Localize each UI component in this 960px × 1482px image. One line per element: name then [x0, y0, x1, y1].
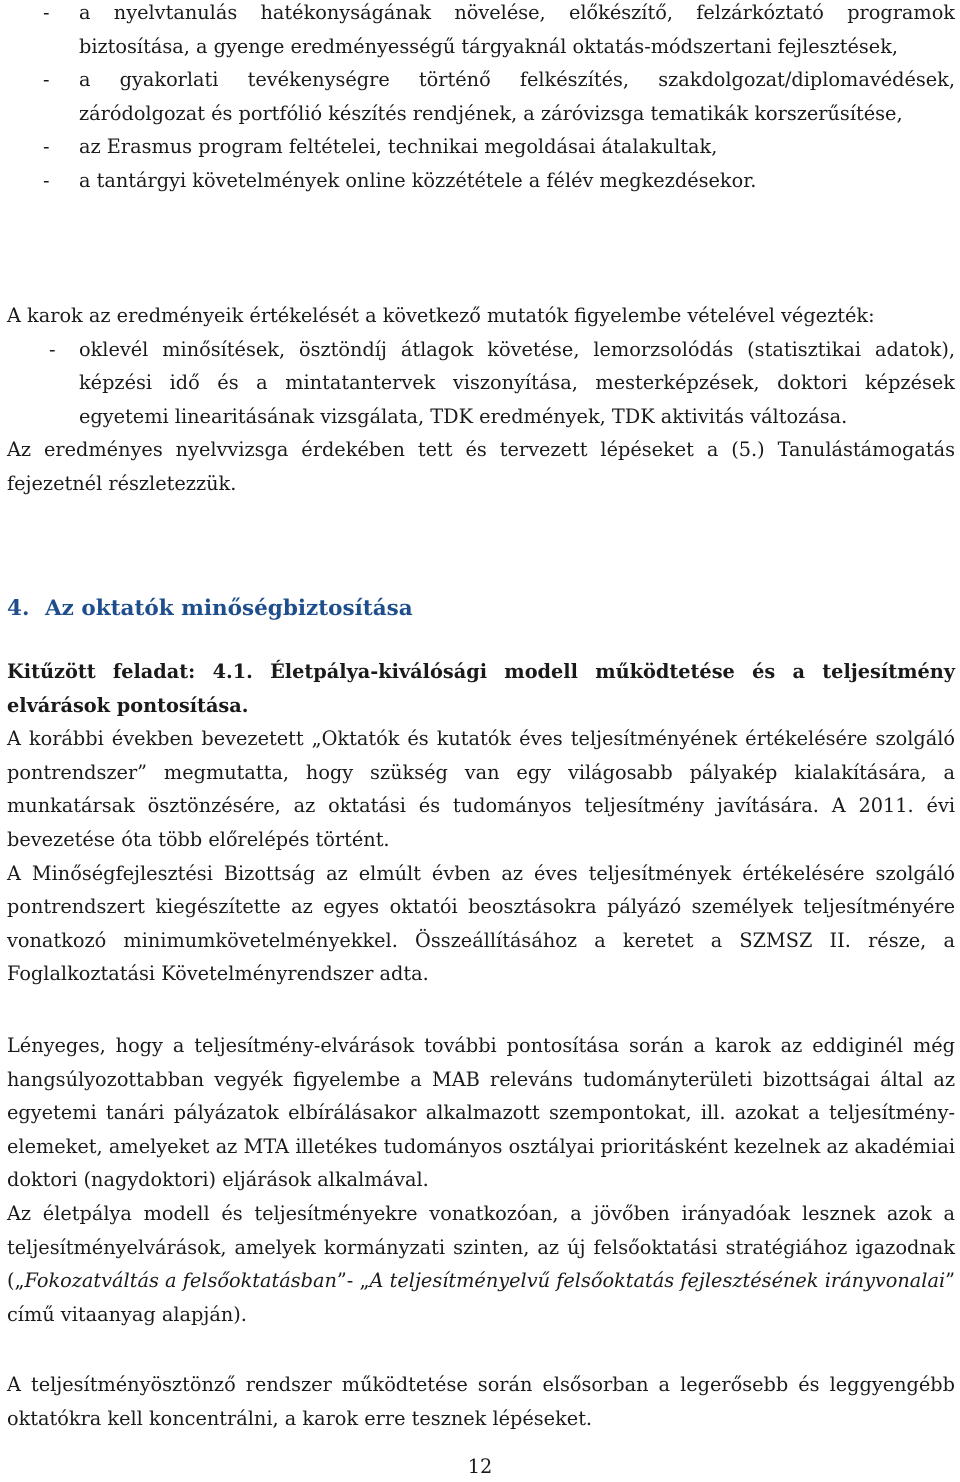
list-dash: - — [43, 135, 50, 159]
quoted-title: Fokozatváltás a felsőoktatásban — [24, 1269, 337, 1293]
paragraph-text: ” című vitaanyag alapján). — [7, 1269, 955, 1326]
list-item — [7, 63, 955, 130]
paragraph: A Minőségfejlesztési Bizottság az elmúlt évben az éves teljesítmények értékelésére szolgáló pontrendszert kiegészítette az egyes oktatói beosztásokra pályázó személyek teljesítményére vonatkozó minimumkövetelményekkel. Összeállításához a keretet a SZMSZ II. része, a Foglalkoztatási Követelményrendszer adta. — [7, 861, 955, 986]
paragraph-text: ”- „ — [336, 1269, 370, 1293]
list-item-text: a tantárgyi követelmények online közzététele a félév megkezdésekor. — [79, 168, 757, 192]
karok-block — [7, 299, 955, 501]
karok-intro: A karok az eredményeik értékelését a következő mutatók figyelembe vételével végezték: — [7, 304, 875, 327]
section-number: 4. — [7, 596, 30, 621]
section-body-3 — [7, 1368, 955, 1435]
page-number: 12 — [467, 1455, 493, 1478]
list-item — [7, 0, 955, 63]
list-dash: - — [43, 1, 50, 24]
list-item-text: az Erasmus program feltételei, technikai megoldásai átalakultak, — [79, 135, 718, 159]
list-dash: - — [43, 168, 50, 192]
task-heading: Kitűzött feladat: 4.1. Életpálya-kiválósági modell működtetése és a teljesítmény elvárások pontosítása. — [7, 660, 955, 717]
paragraph: A korábbi években bevezetett „Oktatók és kutatók éves teljesítményének értékelésére szolgáló pontrendszer” megmutatta, hogy szükség van egy világosabb pályakép kialakítására, a munkatársak ösztönzésére, az oktatási és tudományos teljesítmény javítására. A 2011. évi bevezetése óta több előrelépés történt. — [7, 727, 955, 851]
paragraph-text: Az életpálya modell és teljesítményekre vonatkozóan, a jövőben irányadóak lesznek azok a teljesítményelvárások, amelyek kormányzati szinten, az új felsőoktatási stratégiához igazodnak („ — [7, 1201, 955, 1293]
nyelvvizsga-paragraph: Az eredményes nyelvvizsga érdekében tett és tervezett lépéseket a (5.) Tanulástámogatás fejezetnél részletezzük. — [7, 438, 955, 495]
section-heading — [7, 592, 413, 626]
paragraph — [7, 1197, 955, 1331]
quoted-title: A teljesítményelvű felsőoktatás fejlesztésének irányvonalai — [369, 1269, 946, 1293]
list-item-text: oklevél minősítések, ösztöndíj átlagok követése, lemorzsolódás (statisztikai adatok), képzési idő és a mintatantervek viszonyítása, mesterképzések, doktori képzések egyetemi linearitásának vizsgálata, TDK eredmények, TDK aktivitás változása. — [79, 337, 955, 428]
top-bullet-list — [7, 0, 955, 198]
paragraph: Lényeges, hogy a teljesítmény-elvárások további pontosítása során a karok az eddiginél még hangsúlyozottabban vegyék figyelembe a MAB releváns tudományterületi bizottságai által az egyetemi tanári pályázatok elbírálásakor alkalmazott szempontokat, ill. azokat a teljesítmény-elemeket, amelyeket az MTA illetékes tudományos osztályai prioritásként kezelnek az akadémiai doktori (nagydoktori) eljárások alkalmával. — [7, 1034, 955, 1192]
list-item — [7, 164, 955, 198]
section-body-2 — [7, 1029, 955, 1331]
list-item-text: a gyakorlati tevékenységre történő felkészítés, szakdolgozat/diplomavédések, záródolgozat és portfólió készítés rendjének, a záróvizsga tematikák korszerűsítése, — [79, 68, 955, 125]
list-item — [7, 333, 955, 434]
list-item-text: a nyelvtanulás hatékonyságának növelése, előkészítő, felzárkóztató programok biztosítása, a gyenge eredményességű tárgyaknál oktatás-módszertani fejlesztések, — [79, 1, 955, 58]
section-title: Az oktatók minőségbiztosítása — [45, 596, 413, 621]
list-dash: - — [49, 337, 56, 361]
paragraph: A teljesítményösztönző rendszer működtetése során elsősorban a legerősebb és leggyengébb oktatókra kell koncentrálni, a karok erre tesznek lépéseket. — [7, 1373, 955, 1430]
list-dash: - — [43, 68, 50, 92]
section-body — [7, 655, 955, 991]
list-item — [7, 130, 955, 164]
